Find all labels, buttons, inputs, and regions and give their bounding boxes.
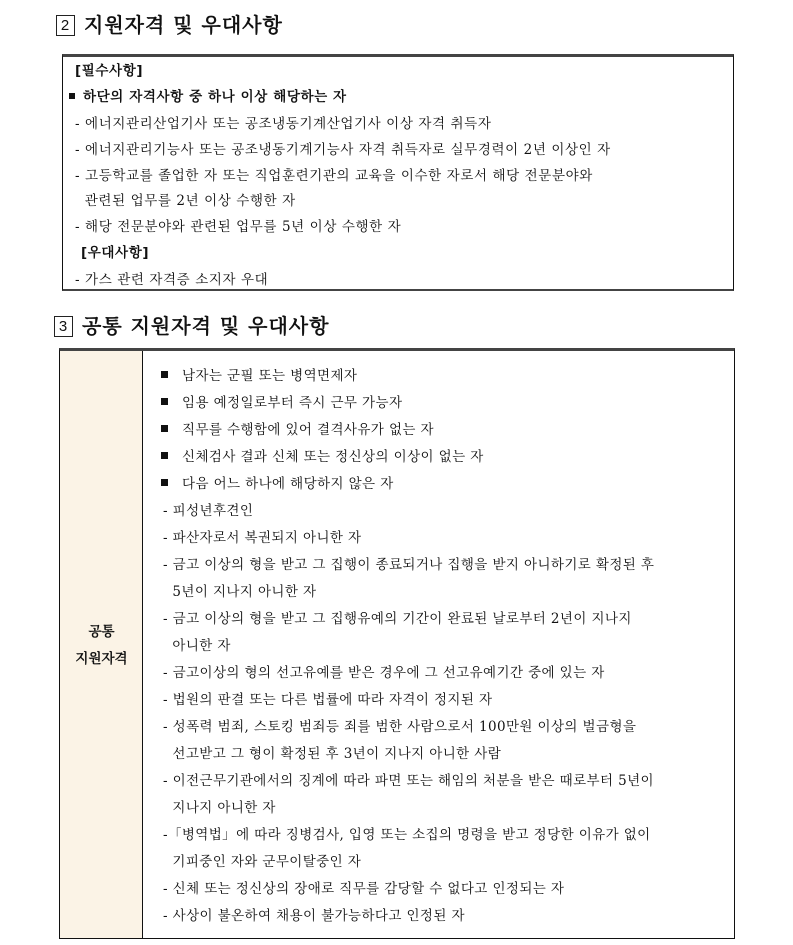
square-bullet-icon — [161, 398, 168, 405]
square-bullet-icon — [161, 371, 168, 378]
disqualification-item: - 금고이상의 형의 선고유예를 받은 경우에 그 선고유예기간 중에 있는 자 — [163, 665, 605, 681]
required-item: - 에너지관리기능사 또는 공조냉동기계기능사 자격 취득자로 실무경력이 2년 이상인 자 — [75, 142, 611, 158]
list-item: 직무를 수행함에 있어 결격사유가 없는 자 — [157, 418, 434, 438]
disqualification-item: - 사상이 불온하여 채용이 불가능하다고 인정된 자 — [163, 908, 465, 924]
section-2-title: 2 지원자격 및 우대사항 — [56, 9, 283, 38]
disqualification-item-cont: 선고받고 그 형이 확정된 후 3년이 지나지 아니한 사람 — [163, 746, 502, 762]
disqualification-item: - 파산자로서 복권되지 아니한 자 — [163, 530, 362, 546]
disqualification-item-cont: 지나지 아니한 자 — [163, 800, 276, 816]
preferred-header: [우대사항] — [81, 245, 150, 261]
label-cell — [60, 351, 143, 938]
required-header: [필수사항] — [75, 63, 144, 79]
list-item: 다음 어느 하나에 해당하지 않은 자 — [157, 472, 394, 492]
required-item: - 해당 전문분야와 관련된 업무를 5년 이상 수행한 자 — [75, 219, 402, 235]
common-qualifications-table — [59, 348, 735, 939]
square-bullet-icon — [161, 479, 168, 486]
required-lead: 하단의 자격사항 중 하나 이상 해당하는 자 — [69, 85, 347, 105]
section-3-title: 3 공통 지원자격 및 우대사항 — [54, 310, 329, 339]
disqualification-item: -「병역법」에 따라 징병검사, 입영 또는 소집의 명령을 받고 정당한 이유가 없이 — [163, 827, 651, 843]
qualifications-box — [62, 54, 734, 291]
required-item-cont: 관련된 업무를 2년 이상 수행한 자 — [75, 193, 296, 209]
content-cell — [143, 351, 734, 938]
list-item: 신체검사 결과 신체 또는 정신상의 이상이 없는 자 — [157, 445, 484, 465]
disqualification-item: - 금고 이상의 형을 받고 그 집행유예의 기간이 완료된 날로부터 2년이 지나지 — [163, 611, 632, 627]
disqualification-item-cont: 기피중인 자와 군무이탈중인 자 — [163, 854, 362, 870]
disqualification-item: - 성폭력 범죄, 스토킹 범죄등 죄를 범한 사람으로서 100만원 이상의 벌금형을 — [163, 719, 637, 735]
section-number-box: 2 — [56, 15, 75, 36]
required-item: - 에너지관리산업기사 또는 공조냉동기계산업기사 이상 자격 취득자 — [75, 116, 492, 132]
square-bullet-icon — [161, 452, 168, 459]
list-item: 남자는 군필 또는 병역면제자 — [157, 364, 357, 384]
list-item: 임용 예정일로부터 즉시 근무 가능자 — [157, 391, 402, 411]
disqualification-item: - 금고 이상의 형을 받고 그 집행이 종료되거나 집행을 받지 아니하기로 확정된 후 — [163, 557, 655, 573]
disqualification-item-cont: 5년이 지나지 아니한 자 — [163, 584, 317, 600]
disqualification-item: - 법원의 판결 또는 다른 법률에 따라 자격이 정지된 자 — [163, 692, 493, 708]
disqualification-item: - 신체 또는 정신상의 장애로 직무를 감당할 수 없다고 인정되는 자 — [163, 881, 565, 897]
disqualification-item: - 이전근무기관에서의 징계에 따라 파면 또는 해임의 처분을 받은 때로부터 5년이 — [163, 773, 654, 789]
square-bullet-icon — [69, 93, 75, 99]
preferred-item: - 가스 관련 자격증 소지자 우대 — [75, 272, 269, 288]
disqualification-item: - 피성년후견인 — [163, 503, 254, 519]
disqualification-item-cont: 아니한 자 — [163, 638, 231, 654]
square-bullet-icon — [161, 425, 168, 432]
row-label: 공통 지원자격 — [75, 624, 128, 667]
section-number-box: 3 — [54, 316, 73, 337]
required-item: - 고등학교를 졸업한 자 또는 직업훈련기관의 교육을 이수한 자로서 해당 전문분야와 — [75, 168, 593, 184]
